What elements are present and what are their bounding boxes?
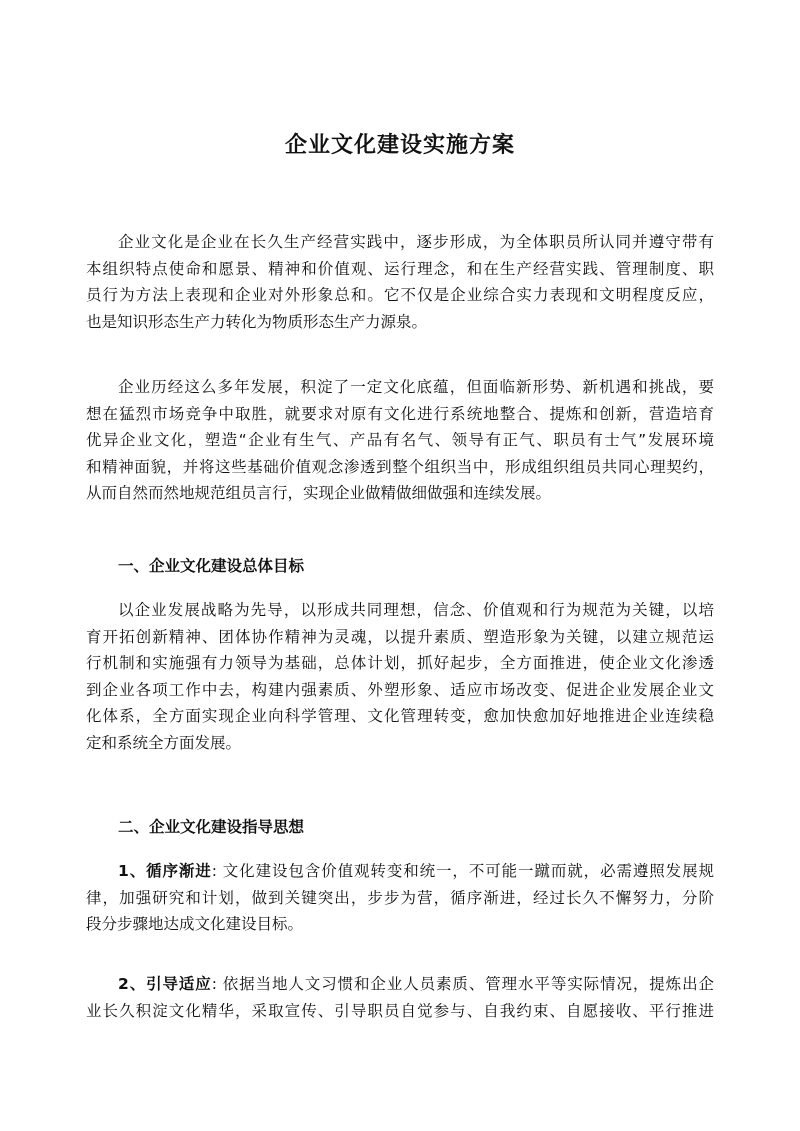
text-line: 想在猛烈市场竞争中取胜，就要求对原有文化进行系统地整合、提炼和创新，营造培育	[86, 404, 714, 423]
text-line: 业长久积淀文化精华，采取宣传、引导职员自觉参与、自我约束、自愿接收、平行推进	[86, 1001, 714, 1020]
text-line: 也是知识形态生产力转化为物质形态生产力源泉。	[86, 312, 428, 331]
text-line: 定和系统全方面发展。	[86, 733, 242, 752]
paragraph-goals	[86, 597, 714, 756]
text-line: 优异企业文化，塑造“企业有生气、产品有名气、领导有正气、职员有士气”发展环境	[86, 431, 714, 449]
section-heading-guidance: 二、企业文化建设指导思想	[118, 818, 305, 836]
paragraph-background	[86, 374, 714, 507]
item-lead: 2、引导适应	[118, 975, 212, 993]
text-line	[86, 858, 714, 885]
text-line: 行机制和实施强有力领导为基础，总体计划，抓好起步，全方面推进，使企业文化渗透	[86, 654, 714, 672]
text-line: 员行为方法上表现和企业对外形象总和。它不仅是企业综合实力表现和文明程度反应，	[86, 286, 714, 304]
text-line: 企业历经这么多年发展，积淀了一定文化底蕴，但面临新形势、新机遇和挑战，要	[118, 378, 714, 396]
text-line: 化体系，全方面实现企业向科学管理、文化管理转变，愈加快愈加好地推进企业连续稳	[86, 707, 714, 725]
item-lead: 1、循序渐进	[118, 862, 212, 880]
text-line: 育开拓创新精神、团体协作精神为灵魂，以提升素质、塑造形象为关键，以建立规范运	[86, 627, 714, 646]
section-heading-goals: 一、企业文化建设总体目标	[118, 557, 305, 575]
text-line: 律，加强研究和计划，做到关键突出，步步为营，循序渐进，经过长久不懈努力，分阶	[86, 888, 714, 907]
text-line: 和精神面貌，并将这些基础价值观念渗透到整个组织当中，形成组织组员共同心理契约，	[86, 457, 714, 476]
paragraph-intro	[86, 229, 714, 335]
text-line: 段分步骤地达成文化建设目标。	[86, 915, 304, 933]
text-line: 以企业发展战略为先导，以形成共同理想，信念、价值观和行为规范为关键，以培	[118, 601, 714, 619]
text-line: 本组织特点使命和愿景、精神和价值观、运行理念，和在生产经营实践、管理制度、职	[86, 259, 714, 278]
text-line: 到企业各项工作中去，构建内强素质、外塑形象、适应市场改变、促进企业发展企业文	[86, 680, 714, 699]
item-text: : 文化建设包含价值观转变和统一，不可能一蹴而就，必需遵照发展规	[211, 862, 714, 880]
item-text: : 依据当地人文习惯和企业人员素质、管理水平等实际情况，提炼出企	[211, 975, 714, 993]
text-line	[86, 971, 714, 998]
document-title: 企业文化建设实施方案	[284, 133, 515, 158]
text-line: 企业文化是企业在长久生产经营实践中，逐步形成，为全体职员所认同并遵守带有	[118, 233, 714, 251]
text-line: 从而自然而然地规范组员言行，实现企业做精做细做强和连续发展。	[86, 484, 552, 502]
paragraph-guide	[86, 971, 714, 1024]
paragraph-gradual	[86, 858, 714, 938]
